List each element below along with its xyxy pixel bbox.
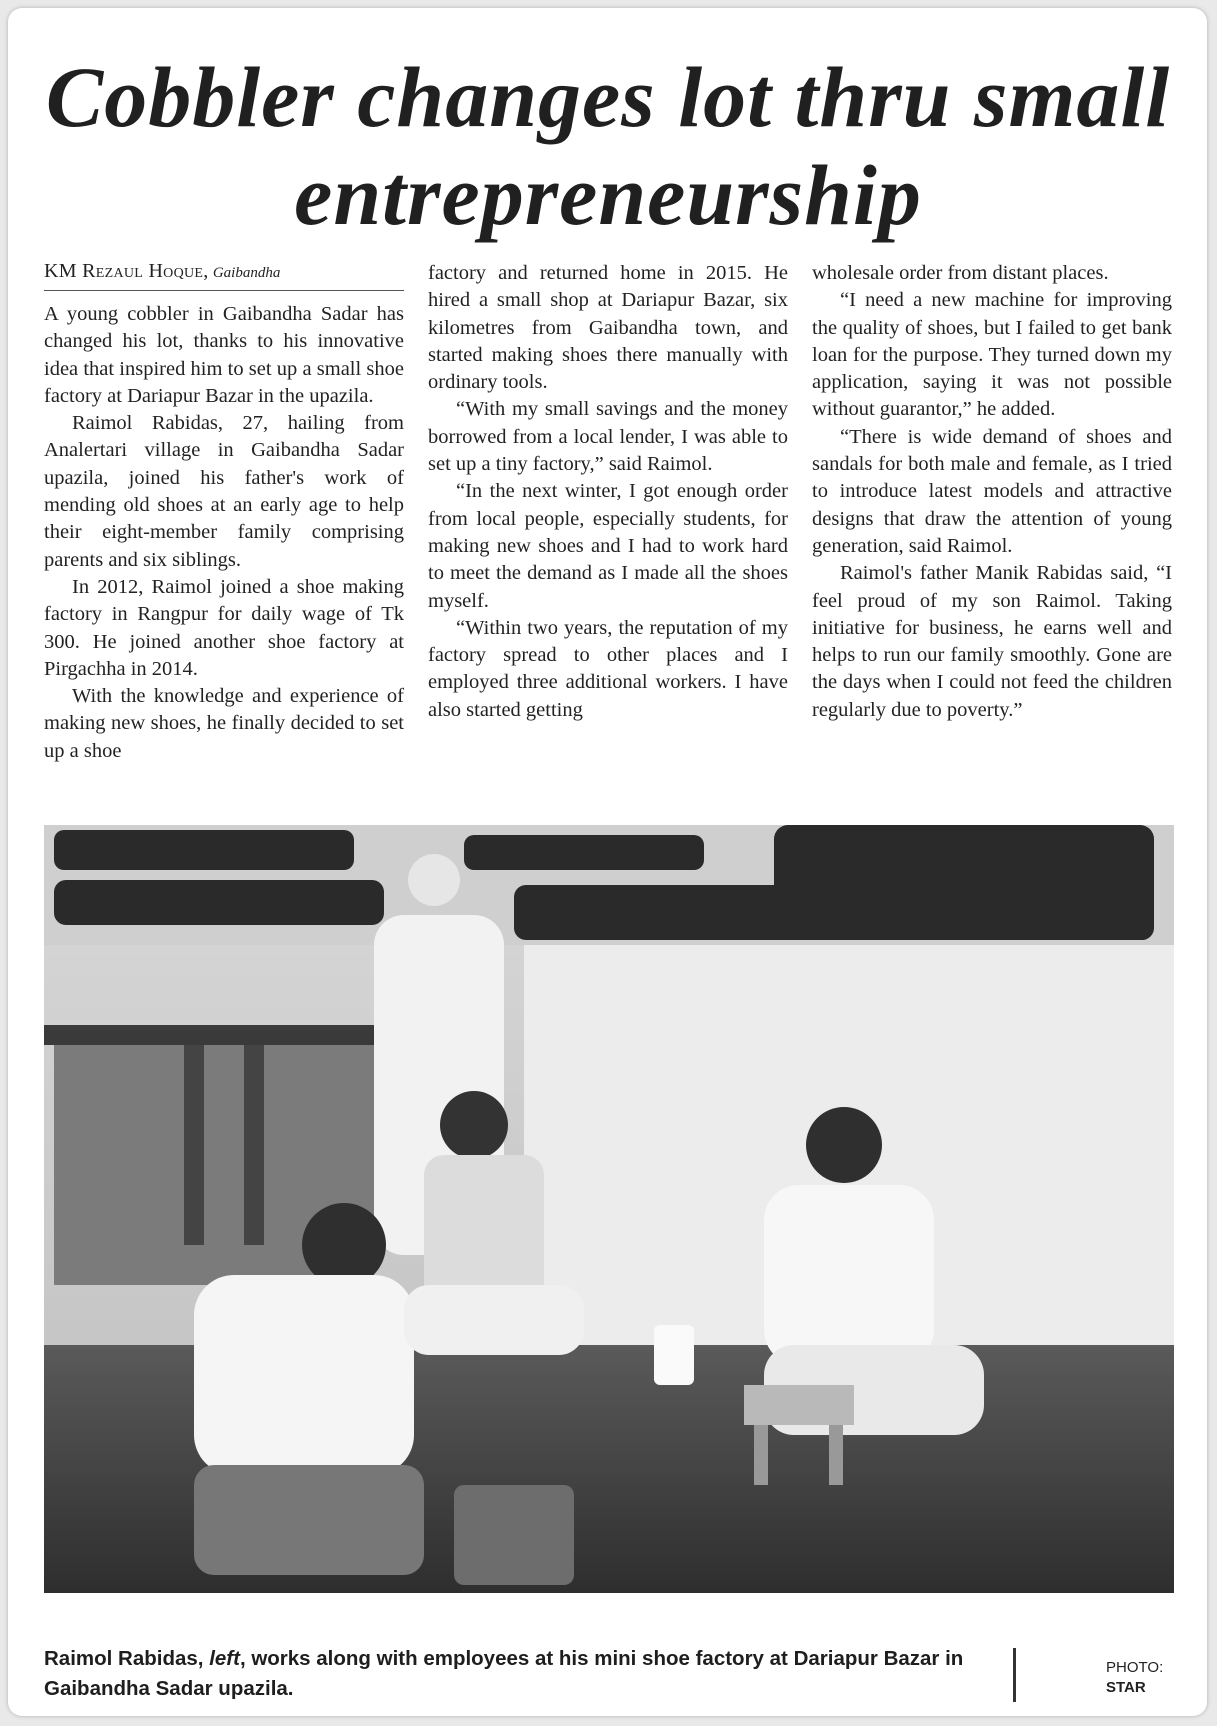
workshop-photo-illustration — [44, 825, 1174, 1593]
paragraph: Raimol's father Manik Rabidas said, “I feel proud of my son Raimol. Taking initiative for business, he earns well and helps to run our family smoothly. Gone are the days when I could not feed the children regularly due to poverty.” — [812, 562, 1172, 721]
paragraph: A young cobbler in Gaibandha Sadar has changed his lot, thanks to his innovative idea that inspired him to set up a small shoe factory at Dariapur Bazar in the upazila. — [44, 303, 404, 407]
headline: Cobbler changes lot thru small entrepreneurship — [45, 49, 1171, 243]
column-3 — [812, 260, 1172, 805]
paragraph: With the knowledge and experience of making new shoes, he finally decided to set up a shoe — [44, 685, 404, 762]
paragraph: “I need a new machine for improving the quality of shoes, but I failed to get bank loan for the purpose. They turned down my application, saying it was not possible without guarantor,” he added. — [812, 289, 1172, 421]
caption-text-end: , works along with employees at his mini shoe factory at Dariapur Bazar in Gaibandha Sadar upazila. — [44, 1647, 964, 1700]
column-2 — [428, 260, 788, 805]
article-body — [44, 260, 1174, 805]
caption-emphasis: left — [209, 1647, 240, 1670]
news-photo — [44, 825, 1174, 1593]
paragraph: “With my small savings and the money borrowed from a local lender, I was able to set up a tiny factory,” said Raimol. — [428, 398, 788, 476]
credit-source: STAR — [1106, 1679, 1146, 1696]
photo-caption — [44, 1644, 964, 1704]
paragraph: “Within two years, the reputation of my factory spread to other places and I employed three additional workers. I have also started getting — [428, 616, 788, 721]
byline — [44, 260, 404, 291]
byline-place: Gaibandha — [212, 265, 281, 281]
newspaper-clipping — [8, 8, 1207, 1716]
credit-label: PHOTO: — [1106, 1659, 1164, 1676]
paragraph: In 2012, Raimol joined a shoe making factory in Rangpur for daily wage of Tk 300. He joined another shoe factory at Pirgachha in 2014. — [44, 575, 404, 680]
paragraph: “In the next winter, I got enough order from local people, especially students, for making new shoes and I had to work hard to meet the demand as I made all the shoes myself. — [428, 480, 788, 612]
caption-text-start: Raimol Rabidas, — [44, 1647, 210, 1670]
caption-divider — [1013, 1648, 1016, 1702]
byline-author: KM Rezaul Hoque, — [44, 260, 209, 282]
photo-credit — [1106, 1658, 1186, 1698]
column-1 — [44, 260, 404, 805]
paragraph: “There is wide demand of shoes and sandals for both male and female, as I tried to introduce latest models and attractive designs that draw the attention of young generation, said Raimol. — [812, 425, 1172, 557]
paragraph: Raimol Rabidas, 27, hailing from Analertari village in Gaibandha Sadar upazila, joined his father's work of mending old shoes at an early age to help their eight-member family comprising parents and six siblings. — [44, 412, 404, 571]
paragraph: factory and returned home in 2015. He hired a small shop at Dariapur Bazar, six kilometres from Gaibandha town, and started making shoes there manually with ordinary tools. — [428, 262, 788, 394]
paragraph: wholesale order from distant places. — [812, 262, 1109, 284]
